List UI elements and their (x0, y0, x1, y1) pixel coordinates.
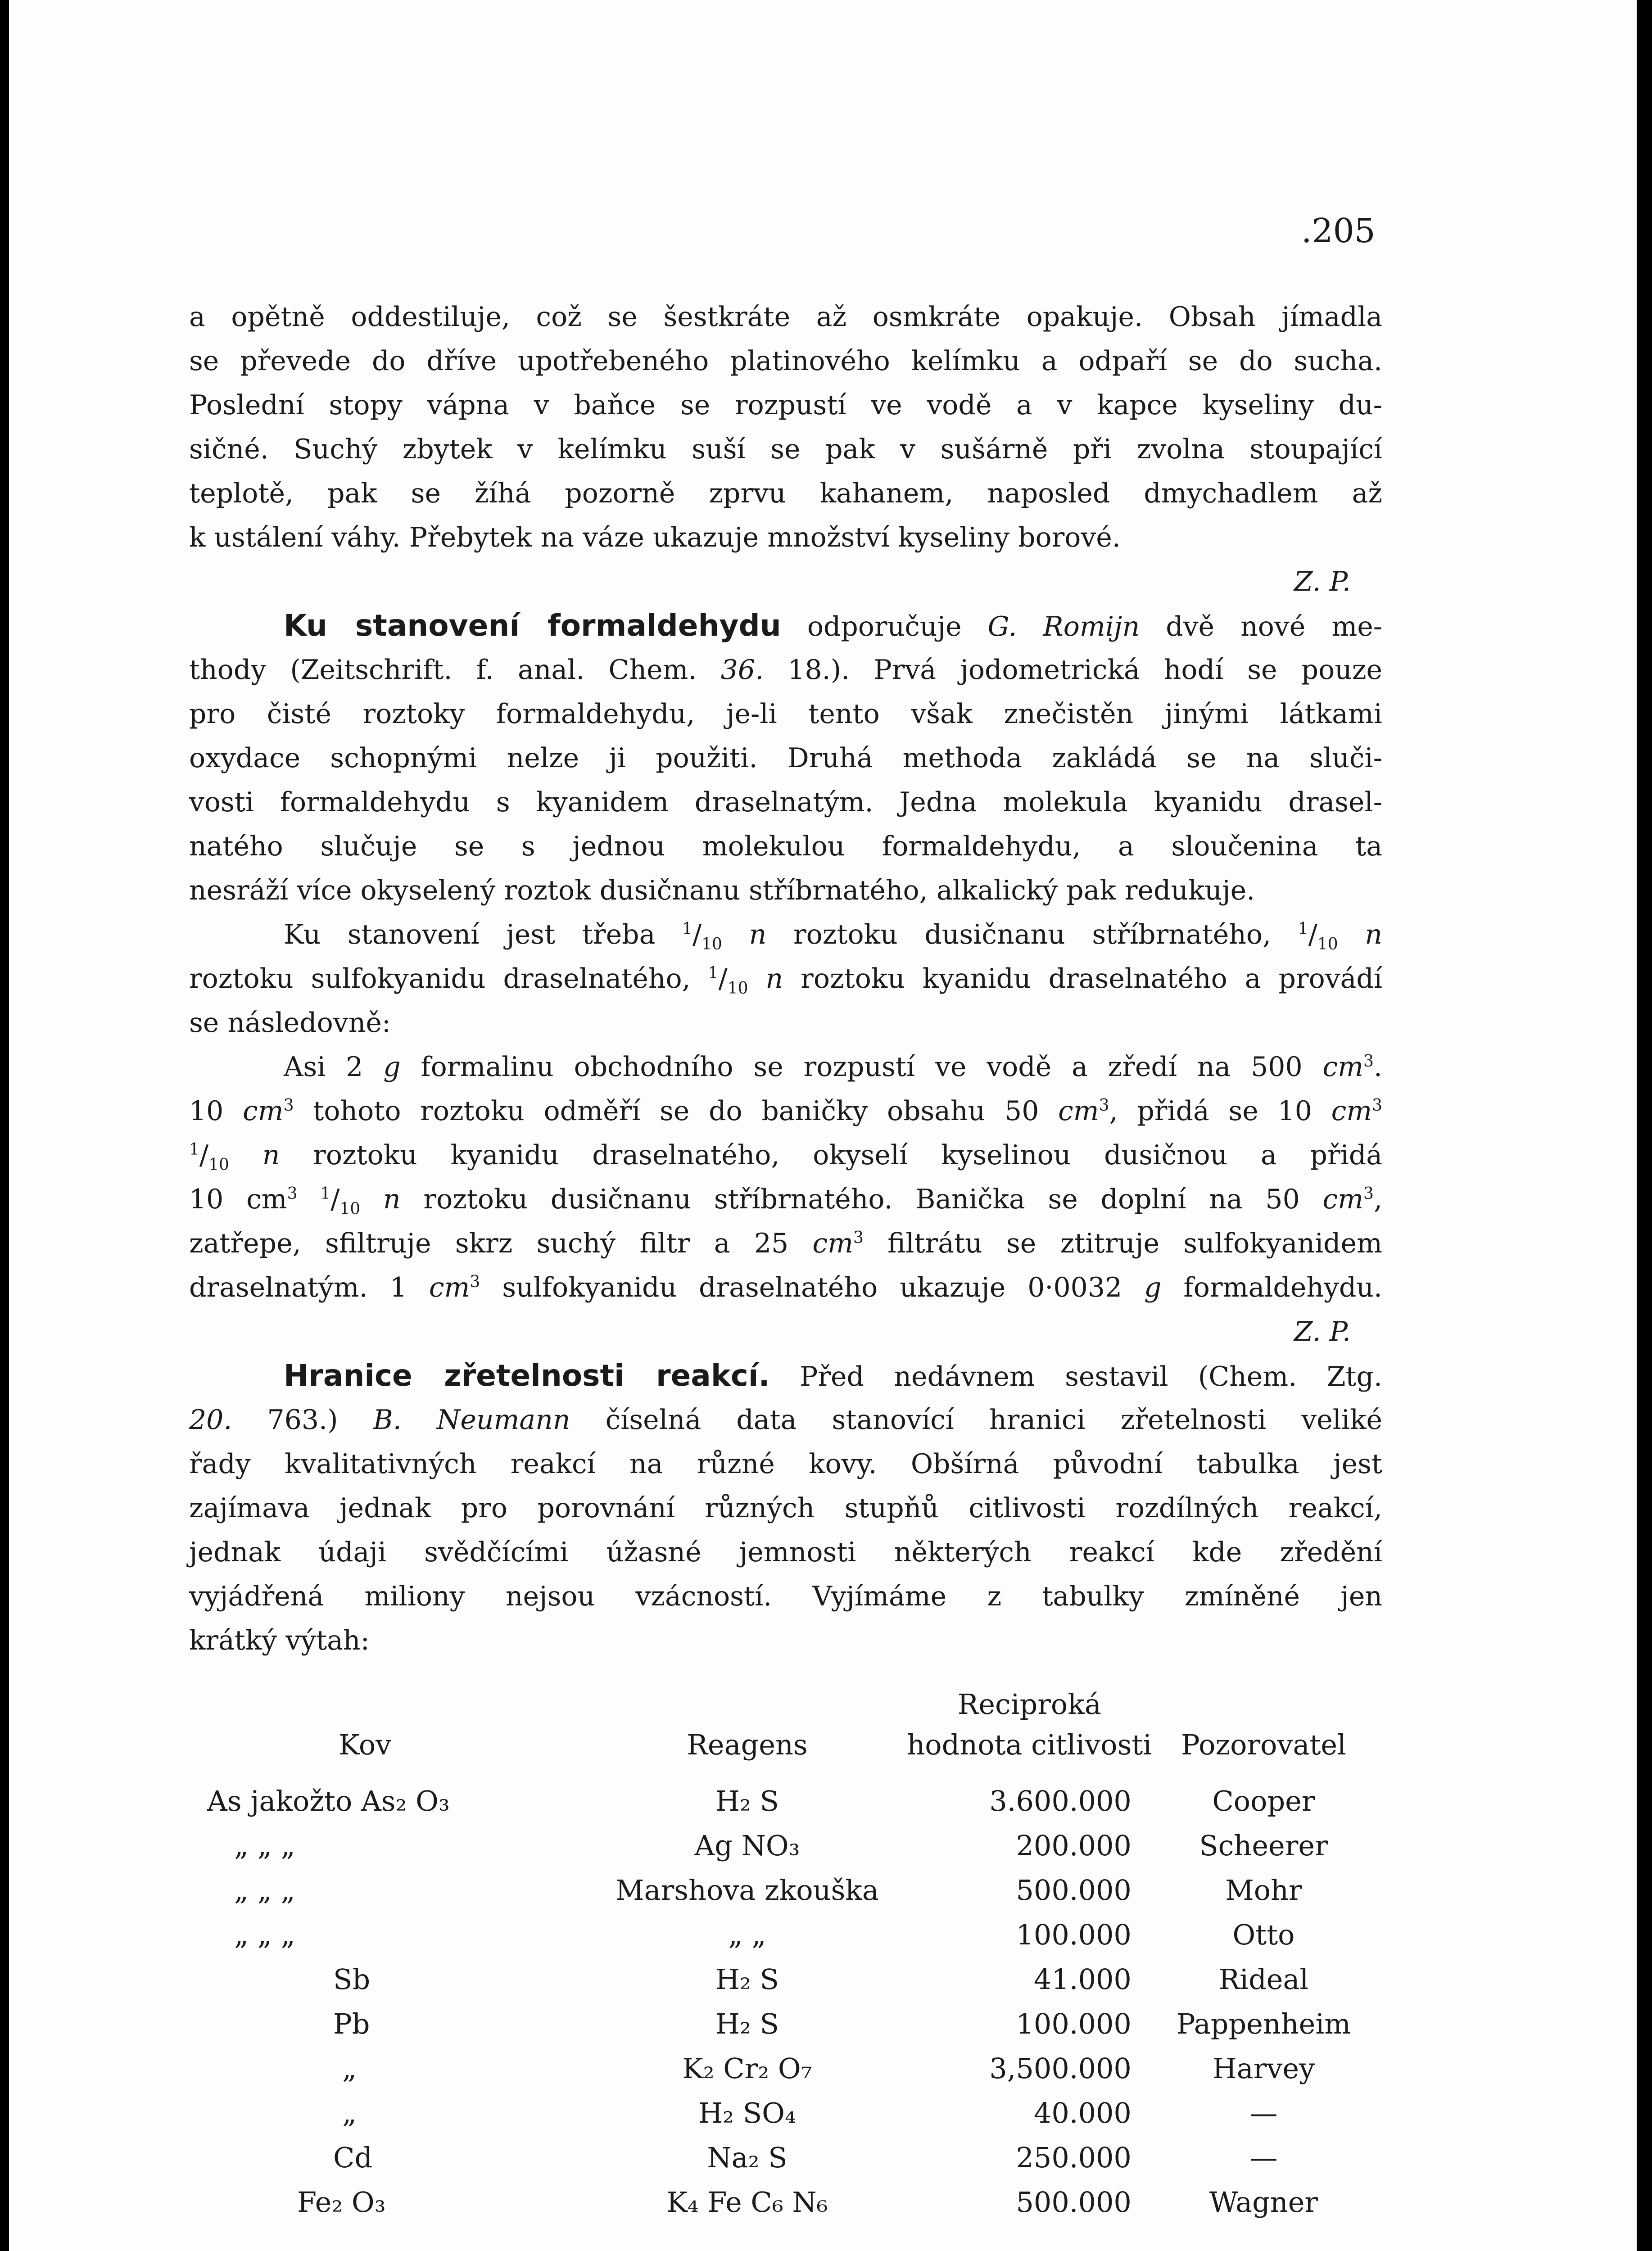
text-line: pro čisté roztoky formaldehydu, je-li tento však znečistěn jinými látkami (189, 698, 1382, 730)
table-row (207, 1823, 1351, 1868)
table-cell: 3.600.000 (989, 1785, 1132, 1817)
signature: Z. P. (1294, 1316, 1351, 1347)
section-heading: Ku stanovení formaldehydu (284, 608, 781, 643)
table-cell: Cd (333, 2141, 373, 2174)
text-line: roztoku sulfokyanidu draselnatého, $^1/_{10}$ n roztoku kyanidu draselnatého a provádí (189, 963, 1382, 998)
table-cell: Rideal (1218, 1963, 1309, 1996)
sensitivity-table (207, 1684, 1351, 2224)
table-row (207, 2135, 1351, 2180)
body-text (189, 295, 1382, 1663)
text-line: Hranice zřetelnosti reakcí. Před nedávnem sestavil (Chem. Ztg. (284, 1358, 1382, 1393)
table-cell: Na₂ S (707, 2141, 788, 2174)
column-header: Kov (339, 1728, 392, 1761)
text-line: Poslední stopy vápna v baňce se rozpustí ve vodě a v kapce kyseliny du- (189, 389, 1382, 421)
table-cell: Mohr (1225, 1874, 1302, 1907)
text-line: zajímava jednak pro porovnání různých stupňů citlivosti rozdílných reakcí, (189, 1492, 1382, 1524)
author-name: B. Neumann (373, 1404, 570, 1436)
text-line: teplotě, pak se žíhá pozorně zprvu kahanem, naposled dmychadlem až (189, 478, 1382, 509)
table-cell: „ (342, 2097, 357, 2129)
table-cell: 40.000 (1033, 2097, 1132, 2129)
table-header-row (207, 1684, 1351, 1779)
text-line: a opětně oddestiluje, což se šestkráte až osmkráte opakuje. Obsah jímadla (189, 301, 1382, 333)
table-row (207, 1779, 1351, 1823)
text-line: 10 $cm^3$ $^1/_{10}$ n roztoku dusičnanu stříbrnatého. Banička se doplní na 50 $cm^3$, (189, 1184, 1383, 1218)
table-cell: 250.000 (1016, 2141, 1132, 2174)
text-line: sičné. Suchý zbytek v kelímku suší se pak v sušárně při zvolna stoupající (189, 434, 1382, 465)
table-cell: H₂ S (715, 1785, 779, 1817)
table-cell: Pappenheim (1176, 2007, 1351, 2040)
table-cell: 100.000 (1016, 1918, 1132, 1951)
table-cell: „ „ „ (234, 1829, 295, 1862)
text-line: k ustálení váhy. Přebytek na váze ukazuje množství kyseliny borové. (189, 522, 1121, 553)
table-row (207, 2180, 1351, 2224)
text-line: se převede do dříve upotřebeného platinového kelímku a odpaří se do sucha. (189, 345, 1382, 377)
section-heading: Hranice zřetelnosti reakcí. (284, 1358, 770, 1393)
text-line: thody (Zeitschrift. f. anal. Chem. 36. 18.). Prvá jodometrická hodí se pouze (189, 654, 1382, 686)
table-cell: „ „ „ (234, 1874, 295, 1907)
table-cell: H₂ S (715, 1963, 779, 1996)
text-line: oxydace schopnými nelze ji použiti. Druhá methoda zakládá se na sluči- (189, 742, 1382, 774)
text-line: Asi 2 g formalinu obchodního se rozpustí ve vodě a zředí na 500 $cm^3$. (284, 1051, 1382, 1083)
table-cell: 3,500.000 (989, 2052, 1132, 2085)
table-cell: As jakožto As₂ O₃ (207, 1785, 450, 1817)
column-header: Reciproká hodnota citlivosti (907, 1688, 1152, 1761)
table-cell: „ „ (728, 1918, 766, 1951)
text-line: se následovně: (189, 1007, 391, 1039)
table-cell: — (1249, 2141, 1278, 2174)
table-cell: K₄ Fe C₆ N₆ (666, 2186, 828, 2219)
table-row (207, 2091, 1351, 2135)
table-cell: 100.000 (1016, 2007, 1132, 2040)
table-cell: 500.000 (1016, 2186, 1132, 2219)
text-line: Ku stanovení formaldehydu odporučuje G. Romijn dvě nové me- (284, 608, 1382, 643)
column-header: Reagens (687, 1728, 808, 1761)
text-line: vosti formaldehydu s kyanidem draselnatým. Jedna molekula kyanidu drasel- (189, 786, 1382, 818)
table-row (207, 2046, 1351, 2091)
table-cell: „ „ „ (234, 1918, 295, 1951)
column-header: Pozorovatel (1181, 1728, 1346, 1761)
table-cell: Ag NO₃ (694, 1829, 800, 1862)
table-cell: „ (342, 2052, 357, 2085)
table-row (207, 1868, 1351, 1912)
text-line: jednak údaji svědčícími úžasné jemnosti některých reakcí kde zředění (189, 1537, 1382, 1568)
page (9, 0, 1637, 2251)
table-cell: Otto (1232, 1918, 1295, 1951)
table-cell: Marshova zkouška (616, 1874, 879, 1907)
table-row (207, 1957, 1351, 2002)
table-row (207, 2002, 1351, 2046)
text-line: draselnatým. 1 $cm^3$ sulfokyanidu draselnatého ukazuje 0·0032 g formaldehydu. (189, 1272, 1382, 1303)
table-cell: 500.000 (1016, 1874, 1132, 1907)
text-line: 10 $cm^3$ tohoto roztoku odměří se do baničky obsahu 50 $cm^3$, přidá se 10 $cm^3$ (189, 1095, 1383, 1127)
table-row (207, 1912, 1351, 1957)
text-line: krátký výtah: (189, 1625, 370, 1656)
table-cell: Wagner (1209, 2186, 1318, 2219)
table-cell: H₂ S (715, 2007, 779, 2040)
author-name: G. Romijn (987, 611, 1140, 642)
text-line: Ku stanovení jest třeba $^1/_{10}$ n roztoku dusičnanu stříbrnatého, $^1/_{10}$ n (284, 919, 1383, 954)
text-line: zatřepe, sfiltruje skrz suchý filtr a 25 $cm^3$ filtrátu se ztitruje sulfokyanidem (189, 1228, 1382, 1259)
table-cell: Cooper (1212, 1785, 1315, 1817)
table-cell: Harvey (1212, 2052, 1315, 2085)
text-line: 20. 763.) B. Neumann číselná data stanovící hranici zřetelnosti veliké (189, 1404, 1382, 1436)
text-line: $^1/_{10}$ n roztoku kyanidu draselnatého, okyselí kyselinou dusičnou a přidá (189, 1139, 1382, 1174)
page-number: .205 (1301, 212, 1376, 250)
text-line: nesráží více okyselený roztok dusičnanu stříbrnatého, alkalický pak redukuje. (189, 875, 1255, 906)
table-cell: 41.000 (1033, 1963, 1132, 1996)
text-line: řady kvalitativných reakcí na různé kovy. Obšírná původní tabulka jest (189, 1448, 1382, 1480)
table-cell: Fe₂ O₃ (297, 2186, 386, 2219)
table-cell: 200.000 (1016, 1829, 1132, 1862)
table-cell: Scheerer (1199, 1829, 1328, 1862)
table-cell: — (1249, 2097, 1278, 2129)
table-cell: Pb (333, 2007, 370, 2040)
table-cell: K₂ Cr₂ O₇ (682, 2052, 812, 2085)
table-cell: Sb (333, 1963, 371, 1996)
table-cell: H₂ SO₄ (698, 2097, 796, 2129)
signature: Z. P. (1294, 566, 1351, 597)
text-line: vyjádřená miliony nejsou vzácností. Vyjímáme z tabulky zmíněné jen (189, 1581, 1382, 1612)
text-line: natého slučuje se s jednou molekulou formaldehydu, a sloučenina ta (189, 831, 1382, 862)
